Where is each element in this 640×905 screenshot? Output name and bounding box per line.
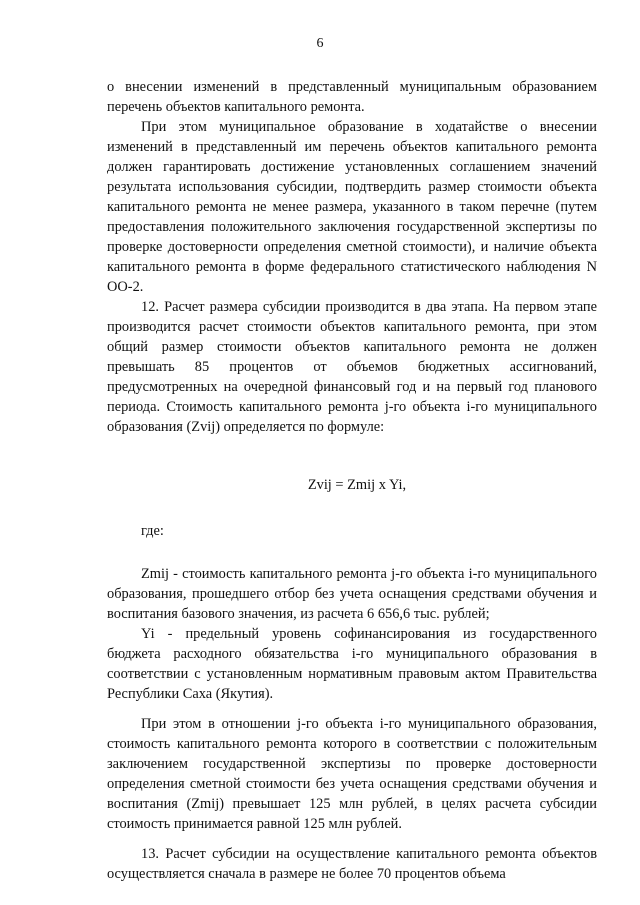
paragraph-6: При этом в отношении j-го объекта i-го муниципального образования, стоимость капитального ремонта которого в соответствии с положительным заключением государственной экспертизы по проверке достоверности определения сметной стоимости без учета оснащения средствами обучения и воспитания (Zmij) превышает 125 млн рублей, в целях расчета субсидии стоимость принимается равной 125 млн рублей. xyxy=(107,716,597,832)
document-body xyxy=(107,77,597,884)
paragraph-2: При этом муниципальное образование в ходатайстве о внесении изменений в представленный им перечень объектов капитального ремонта должен гарантировать достижение установленных соглашением значений результата использования субсидии, подтвердить размер стоимости объекта капитального ремонта не менее размера, указанного в таком перечне (путем предоставления положительного заключения государственной экспертизы по проверке достоверности определения сметной стоимости), и наличие объекта капитального ремонта в форме федерального статистического наблюдения N ОО-2. xyxy=(107,119,597,295)
paragraph-1: о внесении изменений в представленный муниципальным образованием перечень объектов капитального ремонта. xyxy=(107,79,597,115)
formula: Zvij = Zmij x Yi, xyxy=(307,477,407,493)
paragraph-3: 12. Расчет размера субсидии производится в два этапа. На первом этапе производится расчет стоимости объектов капитального ремонта, при этом общий размер стоимости объектов капитального ремонта не должен превышать 85 процентов от объемов бюджетных ассигнований, предусмотренных на очередной финансовый год и на первый год планового периода. Стоимость капитального ремонта j-го объекта i-го муниципального образования (Zvij) определяется по формуле: xyxy=(107,299,597,435)
paragraph-zmij-definition: Zmij - стоимость капитального ремонта j-го объекта i-го муниципального образования, прошедшего отбор без учета оснащения средствами обучения и воспитания базового значения, из расчета 6 656,6 тыс. рублей; xyxy=(107,566,597,622)
paragraph-7: 13. Расчет субсидии на осуществление капитального ремонта объектов осуществляется сначала в размере не более 70 процентов объема xyxy=(107,846,597,882)
where-label: где: xyxy=(141,523,164,539)
page-number: 6 xyxy=(316,36,324,51)
paragraph-yi-definition: Yi - предельный уровень софинансирования из государственного бюджета расходного обязательства i-го муниципального образования в соответствии с установленным нормативным правовым актом Правительства Республики Саха (Якутия). xyxy=(107,626,597,702)
